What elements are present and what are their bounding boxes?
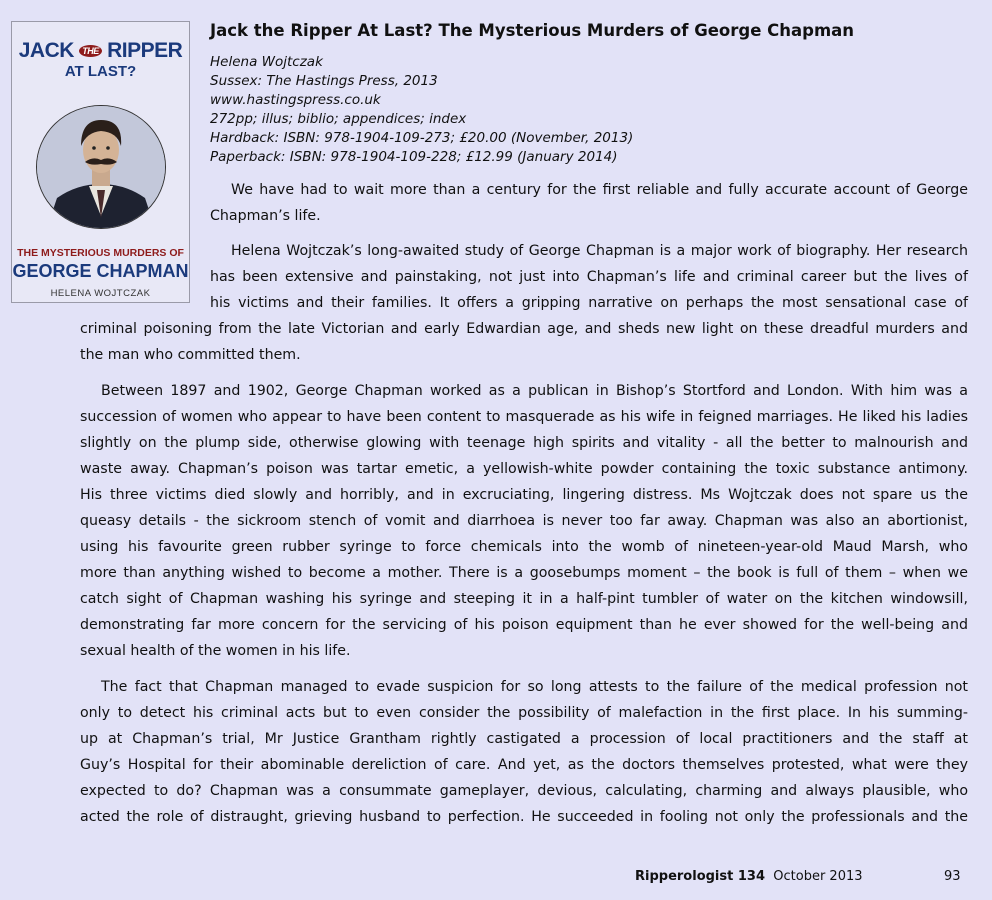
body-line: acted the role of distraught, grieving husband to perfection. He succeeded in fooling not only the professionals and the	[80, 809, 968, 825]
footer-date: October 2013	[773, 869, 863, 884]
footer-magazine	[635, 866, 863, 888]
body-line: up at Chapman’s trial, Mr Justice Grantham rightly castigated a procession of local practitioners and the staff at	[80, 731, 968, 747]
cover-subtitle-line1: THE MYSTERIOUS MURDERS OF	[17, 247, 184, 259]
body-line: His three victims died slowly and horribly, and in excruciating, lingering distress. Ms Wojtczak does not spare us the	[80, 487, 968, 503]
body-line: sexual health of the women in his life.	[80, 643, 351, 659]
body-line: succession of women who appear to have been content to masquerade as his wife in feigned marriages. He liked his ladies	[80, 409, 968, 425]
book-pages: 272pp; illus; biblio; appendices; index	[210, 111, 467, 127]
body-line: waste away. Chapman’s poison was tartar emetic, a yellowish-white powder containing the toxic substance antimony.	[80, 461, 968, 477]
page-number: 93	[944, 869, 961, 884]
cover-title-line2: AT LAST?	[64, 63, 137, 80]
body-line: demonstrating far more concern for the servicing of his poison equipment than he ever showed for the well-being and	[80, 617, 968, 633]
cover-author: HELENA WOJTCZAK	[50, 288, 151, 299]
cover-the-badge: THE	[79, 45, 102, 57]
book-cover	[11, 21, 190, 303]
body-line: only to detect his criminal acts but to even consider the possibility of malefaction in the first place. In his summing-	[80, 705, 968, 721]
body-line: Between 1897 and 1902, George Chapman worked as a publican in Bishop’s Stortford and London. With him was a	[101, 383, 968, 399]
body-line: The fact that Chapman managed to evade suspicion for so long attests to the failure of the medical profession not	[101, 679, 968, 695]
body-line: the man who committed them.	[80, 347, 301, 363]
book-author: Helena Wojtczak	[210, 54, 323, 70]
body-line: expected to do? Chapman was a consummate gameplayer, devious, calculating, charming and always plausible, who	[80, 783, 968, 799]
body-line: Guy’s Hospital for their abominable dereliction of care. And yet, as the doctors themselves protested, what were they	[80, 757, 968, 773]
footer-magazine-name: Ripperologist 134	[635, 869, 765, 884]
cover-title-line1: JACK THE RIPPER	[18, 39, 183, 62]
body-line: his victims and their families. It offers a gripping narrative on perhaps the most sensational case of	[210, 295, 968, 311]
portrait-illustration	[37, 106, 165, 228]
book-hardback: Hardback: ISBN: 978-1904-109-273; £20.00 (November, 2013)	[210, 130, 634, 146]
cover-subtitle-line2: GEORGE CHAPMAN	[12, 261, 189, 281]
body-line: has been extensive and painstaking, not just into Chapman’s life and criminal career but the lives of	[210, 269, 968, 285]
body-line: using his favourite green rubber syringe to force chemicals into the womb of nineteen-year-old Maud Marsh, who	[80, 539, 968, 555]
body-line: queasy details - the sickroom stench of vomit and diarrhoea is never too far away. Chapman was also an abortionist,	[80, 513, 968, 529]
book-website: www.hastingspress.co.uk	[210, 92, 381, 108]
body-line: We have had to wait more than a century for the first reliable and fully accurate account of George	[231, 182, 968, 198]
body-line: catch sight of Chapman washing his syringe and steeping it in a half-pint tumbler of water on the kitchen windowsill,	[80, 591, 968, 607]
body-line: Helena Wojtczak’s long-awaited study of George Chapman is a major work of biography. Her research	[231, 243, 968, 259]
book-paperback: Paperback: ISBN: 978-1904-109-228; £12.99 (January 2014)	[210, 149, 618, 165]
body-line: more than anything wished to become a mother. There is a goosebumps moment – the book is full of them – when we	[80, 565, 968, 581]
cover-portrait	[36, 105, 166, 229]
book-publisher: Sussex: The Hastings Press, 2013	[210, 73, 438, 89]
book-details	[210, 53, 970, 167]
body-line: slightly on the plump side, otherwise glowing with teenage high spirits and vitality - all the better to malnourish and	[80, 435, 968, 451]
body-line: Chapman’s life.	[210, 208, 321, 224]
review-title: Jack the Ripper At Last? The Mysterious Murders of George Chapman	[210, 21, 855, 40]
body-line: criminal poisoning from the late Victorian and early Edwardian age, and sheds new light on these dreadful murders and	[80, 321, 968, 337]
